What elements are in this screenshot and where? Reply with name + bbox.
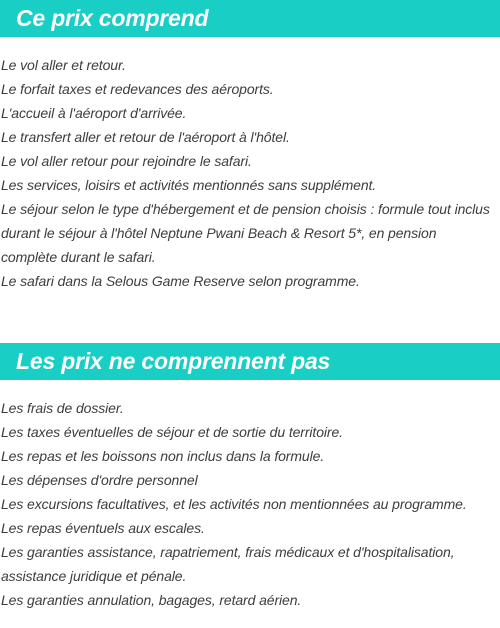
price-includes-header bbox=[0, 0, 500, 37]
price-includes-section bbox=[0, 0, 500, 293]
list-item: Les garanties assistance, rapatriement, frais médicaux et d'hospitalisation, bbox=[1, 544, 455, 560]
price-excludes-list bbox=[0, 396, 500, 612]
list-item: complète durant le safari. bbox=[1, 249, 156, 265]
list-item: Les frais de dossier. bbox=[1, 400, 124, 416]
list-item: Les taxes éventuelles de séjour et de sortie du territoire. bbox=[1, 424, 343, 440]
list-item: Les excursions facultatives, et les activités non mentionnées au programme. bbox=[1, 496, 467, 512]
list-item: Le safari dans la Selous Game Reserve selon programme. bbox=[1, 273, 360, 289]
list-item: Le vol aller et retour. bbox=[1, 57, 126, 73]
list-item: durant le séjour à l'hôtel Neptune Pwani Beach & Resort 5*, en pension bbox=[1, 225, 437, 241]
list-item: Les repas et les boissons non inclus dans la formule. bbox=[1, 448, 325, 464]
list-item: Les services, loisirs et activités mentionnés sans supplément. bbox=[1, 177, 377, 193]
list-item: Le forfait taxes et redevances des aéroports. bbox=[1, 81, 274, 97]
list-item: Le transfert aller et retour de l'aéroport à l'hôtel. bbox=[1, 129, 290, 145]
price-includes-title: Ce prix comprend bbox=[16, 5, 209, 31]
list-item: Les dépenses d'ordre personnel bbox=[1, 472, 198, 488]
price-includes-list bbox=[0, 53, 500, 293]
price-excludes-header bbox=[0, 343, 500, 380]
list-item: Les repas éventuels aux escales. bbox=[1, 520, 205, 536]
list-item: assistance juridique et pénale. bbox=[1, 568, 187, 584]
list-item: L'accueil à l'aéroport d'arrivée. bbox=[1, 105, 187, 121]
price-excludes-title: Les prix ne comprennent pas bbox=[16, 348, 331, 374]
price-excludes-section bbox=[0, 343, 500, 612]
list-item: Le vol aller retour pour rejoindre le safari. bbox=[1, 153, 252, 169]
list-item: Le séjour selon le type d'hébergement et de pension choisis : formule tout inclus bbox=[1, 201, 490, 217]
list-item: Les garanties annulation, bagages, retard aérien. bbox=[1, 592, 302, 608]
